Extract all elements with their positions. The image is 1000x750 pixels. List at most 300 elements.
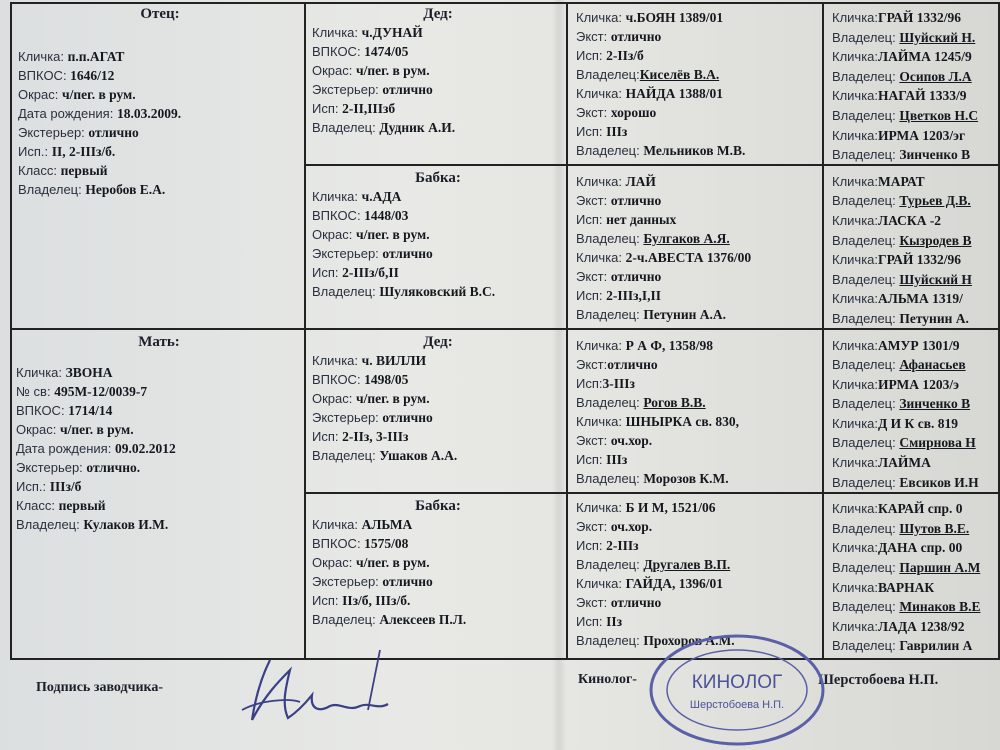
ancestor-field-value: ЛАДА 1238/92: [878, 618, 965, 634]
grandparent-field-value: ч/пег. в рум.: [355, 555, 430, 570]
great-grandparent-field: [576, 248, 822, 267]
father-field-value: 1646/12: [70, 68, 115, 83]
grandparent-field: [312, 553, 564, 572]
grandparent-field-label: ВПКОС:: [312, 44, 365, 59]
ancestor-field: [832, 28, 1000, 48]
great-grandparent-field-value: Петунин А.А.: [643, 307, 727, 322]
ancestor-field: [832, 47, 1000, 67]
father-field-value: II, 2-IIIз/б.: [51, 144, 116, 159]
great-grandparent-field-label: Экст:: [576, 269, 611, 284]
great-grandparent-field: [576, 46, 822, 65]
divider-col2: [566, 2, 568, 660]
grandsire-paternal-section: [312, 6, 564, 164]
grandparent-field: [312, 244, 564, 263]
father-field-label: Дата рождения:: [18, 106, 117, 121]
great-grandparent-field: [576, 172, 822, 191]
great-grandparent-field-value: Р А Ф, 1358/98: [625, 338, 713, 353]
mother-field: [16, 401, 302, 420]
ancestor-field-label: Владелец:: [832, 357, 900, 373]
grandparent-field: [312, 610, 564, 629]
grandparent-field: [312, 591, 564, 610]
great-grandparent-field: [576, 267, 822, 286]
grandparent-field: [312, 515, 564, 534]
ancestor-field-label: Кличка:: [832, 415, 879, 431]
father-field: [18, 142, 302, 161]
ancestor-field: [832, 270, 1000, 290]
grandparent-field: [312, 118, 564, 137]
kinolog-label: Кинолог-: [578, 672, 637, 687]
great-grandparent-field-label: Экст:: [576, 595, 611, 610]
ancestor-field-value: Зинченко В: [899, 147, 971, 163]
ancestor-field-value: Д И К св. 819: [878, 415, 959, 431]
ancestor-field: [832, 250, 1000, 270]
grandparent-field-value: ч. ВИЛЛИ: [361, 353, 427, 368]
divider-col1: [304, 2, 306, 660]
great-grandparent-field-label: Владелец:: [576, 231, 644, 246]
mother-field-value: отлично.: [86, 460, 141, 475]
father-field: [18, 85, 302, 104]
ancestor-field: [832, 106, 1000, 126]
ancestor-field-label: Владелец:: [832, 232, 900, 248]
great-grandparent-field-value: ЛАЙ: [625, 174, 656, 189]
ancestor-field-value: АМУР 1301/9: [878, 337, 960, 353]
father-field: [18, 66, 302, 85]
ancestor-field-label: Кличка:: [832, 212, 879, 228]
ancestor-field-value: Цветков Н.С: [899, 107, 979, 123]
great-grandparent-field: [576, 393, 822, 412]
great-grandparent-field-label: Владелец:: [576, 67, 640, 82]
ancestor-field-value: Гаврилин А: [899, 638, 973, 654]
grandparent-field-label: ВПКОС:: [312, 372, 365, 387]
father-field-label: ВПКОС:: [18, 68, 71, 83]
ancestors-col4: [832, 8, 1000, 658]
grandsire-maternal-section: [312, 334, 564, 492]
great-grandparent-field-value: Мельников М.В.: [643, 143, 746, 158]
great-grandparent-field: [576, 374, 822, 393]
father-field: [18, 180, 302, 199]
grandparent-field-value: ч/пег. в рум.: [355, 63, 430, 78]
grandparent-field-label: ВПКОС:: [312, 208, 365, 223]
father-field-label: Окрас:: [18, 87, 62, 102]
great-grandparents-block-3: [576, 336, 822, 492]
grandparent-field: [312, 263, 564, 282]
great-grandparents-block-2: [576, 172, 822, 328]
ancestor-field-label: Владелец:: [832, 29, 900, 45]
ancestor-field-label: Кличка:: [832, 540, 879, 556]
great-grandparent-field-value: нет данных: [606, 212, 677, 227]
ancestor-field: [832, 67, 1000, 87]
ancestor-field-label: Владелец:: [832, 474, 900, 490]
ancestor-field-label: Владелец:: [832, 396, 900, 412]
grandparent-title: Дед:: [423, 334, 453, 350]
great-grandparent-field-value: оч.хор.: [610, 519, 653, 534]
ancestor-field-value: ЛАСКА -2: [878, 212, 942, 228]
grandparent-field: [312, 187, 564, 206]
grandparent-field-label: Владелец:: [312, 284, 380, 299]
father-field-value: отлично: [88, 125, 139, 140]
grandparent-field: [312, 206, 564, 225]
mother-field-value: 495М-12/0039-7: [54, 384, 148, 399]
ancestor-field-label: Кличка:: [832, 291, 879, 307]
grandparent-field-label: Исп:: [312, 265, 343, 280]
grandparent-title: Бабка:: [415, 170, 461, 186]
ancestor-field: [832, 289, 1000, 309]
great-grandparent-field-label: Кличка:: [576, 10, 626, 25]
mother-field-label: Экстерьер:: [16, 460, 87, 475]
great-grandparent-field-value: отлично: [610, 595, 662, 610]
father-field-label: Владелец:: [18, 182, 86, 197]
great-grandparent-field-value: Прохоров А.М.: [643, 633, 735, 648]
ancestor-field-value: АЛЬМА 1319/: [878, 291, 963, 307]
ancestor-field-value: Зинченко В: [899, 396, 971, 412]
great-grandparent-field: [576, 229, 822, 248]
great-grandparent-field-label: Кличка:: [576, 338, 626, 353]
great-grandparent-field-label: Кличка:: [576, 174, 626, 189]
mother-field: [16, 515, 302, 534]
mother-field-value: 09.02.2012: [114, 441, 176, 456]
great-grandparent-field: [576, 210, 822, 229]
ancestor-field-value: Евсиков И.Н: [899, 474, 979, 490]
great-grandparent-field-label: Экст:: [576, 29, 611, 44]
grandparent-field: [312, 99, 564, 118]
ancestor-field-label: Кличка:: [832, 88, 879, 104]
ancestor-field: [832, 538, 1000, 558]
ancestor-field-label: Кличка:: [832, 618, 879, 634]
ancestor-field-label: Кличка:: [832, 173, 879, 189]
ancestor-field: [832, 172, 1000, 192]
ancestor-field: [832, 578, 1000, 598]
great-grandparent-field: [576, 593, 822, 612]
ancestor-field: [832, 558, 1000, 578]
great-grandparent-field-value: 2-ч.АВЕСТА 1376/00: [625, 250, 752, 265]
great-grandparent-field-label: Кличка:: [576, 250, 626, 265]
great-grandparent-field-value: IIз: [606, 614, 623, 629]
ancestor-field-label: Владелец:: [832, 435, 900, 451]
grandparent-field: [312, 23, 564, 42]
mother-field-label: № св:: [16, 384, 55, 399]
ancestor-field-value: Кызродев В: [899, 232, 972, 248]
ancestor-field: [832, 191, 1000, 211]
father-field-label: Исп.:: [18, 144, 52, 159]
grandparent-title: Бабка:: [415, 498, 461, 514]
grandparent-field: [312, 534, 564, 553]
grandparent-field: [312, 370, 564, 389]
mother-field-value: ЗВОНА: [65, 365, 113, 380]
mother-field-value: Кулаков И.М.: [83, 517, 169, 532]
ancestor-field-label: Владелец:: [832, 560, 900, 576]
ancestor-field-value: Паршин А.М: [899, 560, 981, 576]
ancestor-field-label: Кличка:: [832, 455, 879, 471]
ancestor-field: [832, 231, 1000, 251]
mother-field-label: Кличка:: [16, 365, 66, 380]
ancestor-field-value: Осипов Л.А: [899, 68, 972, 84]
great-grandparent-field: [576, 498, 822, 517]
ancestor-field: [832, 617, 1000, 637]
great-grandparent-field: [576, 103, 822, 122]
father-field: [18, 47, 302, 66]
grandparent-field-value: отлично: [382, 82, 433, 97]
grandparent-field-label: Экстерьер:: [312, 410, 383, 425]
ancestor-field-value: Смирнова Н: [899, 435, 976, 451]
great-grandparent-field-label: Владелец:: [576, 143, 644, 158]
grandparent-title: Дед:: [423, 6, 453, 22]
great-grandparent-field: [576, 191, 822, 210]
ancestor-field-value: Шуйский Н.: [899, 29, 976, 45]
grandparent-field: [312, 80, 564, 99]
great-grandparent-field-value: хорошо: [610, 105, 657, 120]
ancestor-field: [832, 86, 1000, 106]
grandparent-field-value: Алексеев П.Л.: [379, 612, 467, 627]
stamp-center-text: КИНОЛОГ: [691, 672, 783, 693]
mother-field: [16, 477, 302, 496]
great-grandparent-field: [576, 122, 822, 141]
mother-field-label: Владелец:: [16, 517, 84, 532]
great-grandparent-field-value: Булгаков А.Я.: [643, 231, 730, 246]
great-grandparent-field-label: Исп:: [576, 288, 607, 303]
ancestor-field-label: Кличка:: [832, 49, 879, 65]
grandparent-field: [312, 408, 564, 427]
great-grandparent-field-label: Экст:: [576, 433, 611, 448]
ancestor-field-label: Владелец:: [832, 310, 900, 326]
mother-title: Мать:: [138, 334, 180, 350]
great-grandparent-field-value: отлично: [610, 269, 662, 284]
ancestor-field-value: ИРМА 1203/э: [878, 376, 959, 392]
grandparent-field-label: Экстерьер:: [312, 574, 383, 589]
mother-field: [16, 458, 302, 477]
great-grandparent-field-value: 2-IIIз: [606, 538, 639, 553]
great-grandparent-field: [576, 355, 822, 374]
kinolog-stamp: [642, 622, 832, 750]
father-field-label: Кличка:: [18, 49, 68, 64]
grandparent-field-label: Исп:: [312, 593, 343, 608]
ancestor-field-value: НАГАЙ 1333/9: [878, 88, 967, 104]
mother-field: [16, 420, 302, 439]
ancestor-field: [832, 145, 1000, 165]
father-field-value: 18.03.2009.: [116, 106, 182, 121]
grandparent-field-value: 1448/03: [364, 208, 409, 223]
grandparent-field: [312, 446, 564, 465]
grandparent-field-label: Кличка:: [312, 25, 362, 40]
ancestor-field-value: Минаков В.Е: [899, 599, 981, 615]
great-grandparent-field-label: Владелец:: [576, 395, 644, 410]
great-grandparent-field: [576, 65, 822, 84]
ancestor-field: [832, 309, 1000, 329]
great-grandparent-field-value: отлично: [607, 357, 658, 372]
divider-col3: [822, 2, 824, 660]
mother-field-value: ч/пег. в рум.: [59, 422, 134, 437]
great-grandparent-field-value: Рогов В.В.: [643, 395, 706, 410]
ancestor-field: [832, 597, 1000, 617]
great-grandparent-field-label: Исп:: [576, 538, 607, 553]
great-grandparent-field-value: IIIз: [606, 124, 628, 139]
ancestor-field-value: Петунин А.: [899, 310, 969, 326]
grandparent-field-value: 1474/05: [364, 44, 409, 59]
great-grandparents-block-1: [576, 8, 822, 164]
great-grandparent-field-value: 3-IIIз: [602, 376, 635, 391]
great-grandparent-field-label: Кличка:: [576, 414, 626, 429]
great-grandparent-field: [576, 336, 822, 355]
ancestor-field: [832, 8, 1000, 28]
ancestor-field: [832, 211, 1000, 231]
great-grandparent-field-label: Владелец:: [576, 557, 644, 572]
grandparent-field: [312, 427, 564, 446]
grandparent-field-value: ч/пег. в рум.: [355, 391, 430, 406]
grandparent-field-value: АЛЬМА: [361, 517, 413, 532]
grandparent-field-label: Исп:: [312, 429, 343, 444]
great-grandparent-field-label: Исп:: [576, 452, 607, 467]
great-grandparent-field: [576, 286, 822, 305]
ancestor-field-value: ГРАЙ 1332/96: [878, 252, 961, 268]
mother-field-value: IIIз/б: [49, 479, 82, 494]
grandparent-field-value: ч.АДА: [361, 189, 402, 204]
ancestor-field-value: МАРАТ: [878, 173, 925, 189]
grandparent-field-label: Окрас:: [312, 227, 356, 242]
grandparent-field-value: 2-IIз, 3-IIIз: [342, 429, 409, 444]
great-grandparent-field: [576, 574, 822, 593]
granddam-maternal-section: [312, 498, 564, 658]
great-grandparent-field-value: 2-IIIз,I,II: [606, 288, 662, 303]
father-field-label: Класс:: [18, 163, 61, 178]
great-grandparent-field-value: 2-IIз/б: [606, 48, 644, 63]
great-grandparent-field: [576, 536, 822, 555]
ancestor-field-label: Кличка:: [832, 252, 879, 268]
father-field-value: ч/пег. в рум.: [61, 87, 136, 102]
ancestor-field-label: Владелец:: [832, 599, 900, 615]
great-grandparent-field: [576, 8, 822, 27]
great-grandparent-field-value: Киселёв В.А.: [639, 67, 720, 82]
grandparent-field-value: ч.ДУНАЙ: [361, 25, 423, 40]
ancestor-field-label: Кличка:: [832, 10, 879, 25]
great-grandparent-field-value: НАЙДА 1388/01: [625, 86, 724, 101]
great-grandparent-field-label: Исп:: [576, 48, 607, 63]
great-grandparent-field-label: Кличка:: [576, 576, 626, 591]
grandparent-field-value: 2-IIIз/б,II: [342, 265, 399, 280]
ancestor-field: [832, 126, 1000, 146]
ancestor-field: [832, 394, 1000, 414]
great-grandparent-field-label: Экст:: [576, 357, 608, 372]
ancestor-field: [832, 473, 1000, 493]
great-grandparent-field-value: Другалев В.П.: [643, 557, 731, 572]
great-grandparent-field: [576, 84, 822, 103]
ancestor-field-label: Владелец:: [832, 107, 900, 123]
great-grandparent-field-label: Исп:: [576, 212, 607, 227]
grandparent-field: [312, 42, 564, 61]
great-grandparent-field-label: Экст:: [576, 193, 611, 208]
ancestor-field: [832, 433, 1000, 453]
grandparent-field-label: Владелец:: [312, 120, 380, 135]
breeder-signature-label: Подпись заводчика-: [36, 680, 164, 695]
grandparent-field-value: Шуляковский В.С.: [379, 284, 496, 299]
ancestor-field-value: ВАРНАК: [878, 579, 935, 595]
grandparent-field-label: Экстерьер:: [312, 82, 383, 97]
great-grandparent-field-label: Исп:: [576, 124, 607, 139]
mother-field: [16, 382, 302, 401]
great-grandparent-field-label: Исп:: [576, 614, 607, 629]
grandparent-field-value: 1575/08: [364, 536, 409, 551]
grandparent-field: [312, 61, 564, 80]
great-grandparent-field: [576, 431, 822, 450]
mother-section: [16, 334, 302, 654]
ancestor-field-value: Турьев Д.В.: [899, 193, 971, 209]
great-grandparent-field-label: Экст:: [576, 105, 611, 120]
grandparent-field-label: Окрас:: [312, 391, 356, 406]
ancestor-field: [832, 636, 1000, 656]
grandparent-field: [312, 572, 564, 591]
ancestor-field-value: ИРМА 1203/эг: [878, 127, 966, 143]
great-grandparent-field-label: Исп:: [576, 376, 603, 391]
ancestor-field: [832, 519, 1000, 539]
grandparent-field: [312, 351, 564, 370]
grandparent-field-label: Владелец:: [312, 448, 380, 463]
great-grandparent-field: [576, 305, 822, 324]
father-field: [18, 104, 302, 123]
ancestor-field-label: Владелец:: [832, 147, 900, 163]
great-grandparent-field-value: отлично: [610, 193, 662, 208]
great-grandparent-field-value: оч.хор.: [610, 433, 653, 448]
grandparent-field: [312, 225, 564, 244]
grandparent-field-value: отлично: [382, 410, 433, 425]
mother-field: [16, 496, 302, 515]
ancestor-field-label: Кличка:: [832, 579, 879, 595]
grandparent-field-value: ч/пег. в рум.: [355, 227, 430, 242]
ancestor-field: [832, 414, 1000, 434]
grandparent-field-value: 1498/05: [364, 372, 409, 387]
great-grandparent-field-label: Кличка:: [576, 86, 626, 101]
grandparent-field-label: Окрас:: [312, 63, 356, 78]
great-grandparent-field-label: Владелец:: [576, 307, 644, 322]
ancestor-field: [832, 499, 1000, 519]
mother-field-value: первый: [58, 498, 106, 513]
great-grandparent-field: [576, 450, 822, 469]
great-grandparent-field-value: ШНЫРКА св. 830,: [625, 414, 740, 429]
ancestor-field-value: КАРАЙ спр. 0: [878, 501, 963, 517]
grandparent-field-value: отлично: [382, 574, 433, 589]
kinolog-name: Шерстобоева Н.П.: [818, 672, 939, 688]
father-field-value: п.п.АГАТ: [67, 49, 125, 64]
father-field-label: Экстерьер:: [18, 125, 89, 140]
father-field: [18, 161, 302, 180]
mother-field-label: Исп.:: [16, 479, 50, 494]
ancestor-field-label: Кличка:: [832, 337, 879, 353]
great-grandparent-field-value: ч.БОЯН 1389/01: [625, 10, 724, 25]
great-grandparent-field: [576, 469, 822, 488]
father-field-value: первый: [60, 163, 108, 178]
great-grandparent-field: [576, 412, 822, 431]
great-grandparent-field-value: отлично: [610, 29, 662, 44]
ancestor-field-value: ГРАЙ 1332/96: [878, 10, 961, 25]
great-grandparent-field: [576, 141, 822, 160]
mother-field: [16, 439, 302, 458]
grandparent-field-label: Кличка:: [312, 517, 362, 532]
ancestor-field: [832, 336, 1000, 356]
father-title: Отец:: [140, 6, 180, 22]
ancestor-field-label: Владелец:: [832, 271, 900, 287]
great-grandparent-field-value: Б И М, 1521/06: [625, 500, 716, 515]
ancestor-field-label: Владелец:: [832, 520, 900, 536]
ancestor-field-value: ЛАЙМА: [878, 455, 931, 471]
mother-field: [16, 363, 302, 382]
ancestor-field-label: Кличка:: [832, 127, 879, 143]
mother-field-value: 1714/14: [68, 403, 113, 418]
grandparent-field-value: Ушаков А.А.: [379, 448, 458, 463]
ancestor-field-value: Шутов В.Е.: [899, 520, 970, 536]
grandparent-field-label: Владелец:: [312, 612, 380, 627]
great-grandparent-field-label: Кличка:: [576, 500, 626, 515]
great-grandparent-field: [576, 27, 822, 46]
ancestor-field: [832, 453, 1000, 473]
ancestor-field-value: ДАНА спр. 00: [878, 540, 963, 556]
ancestor-field-value: Афанасьев: [899, 357, 966, 373]
